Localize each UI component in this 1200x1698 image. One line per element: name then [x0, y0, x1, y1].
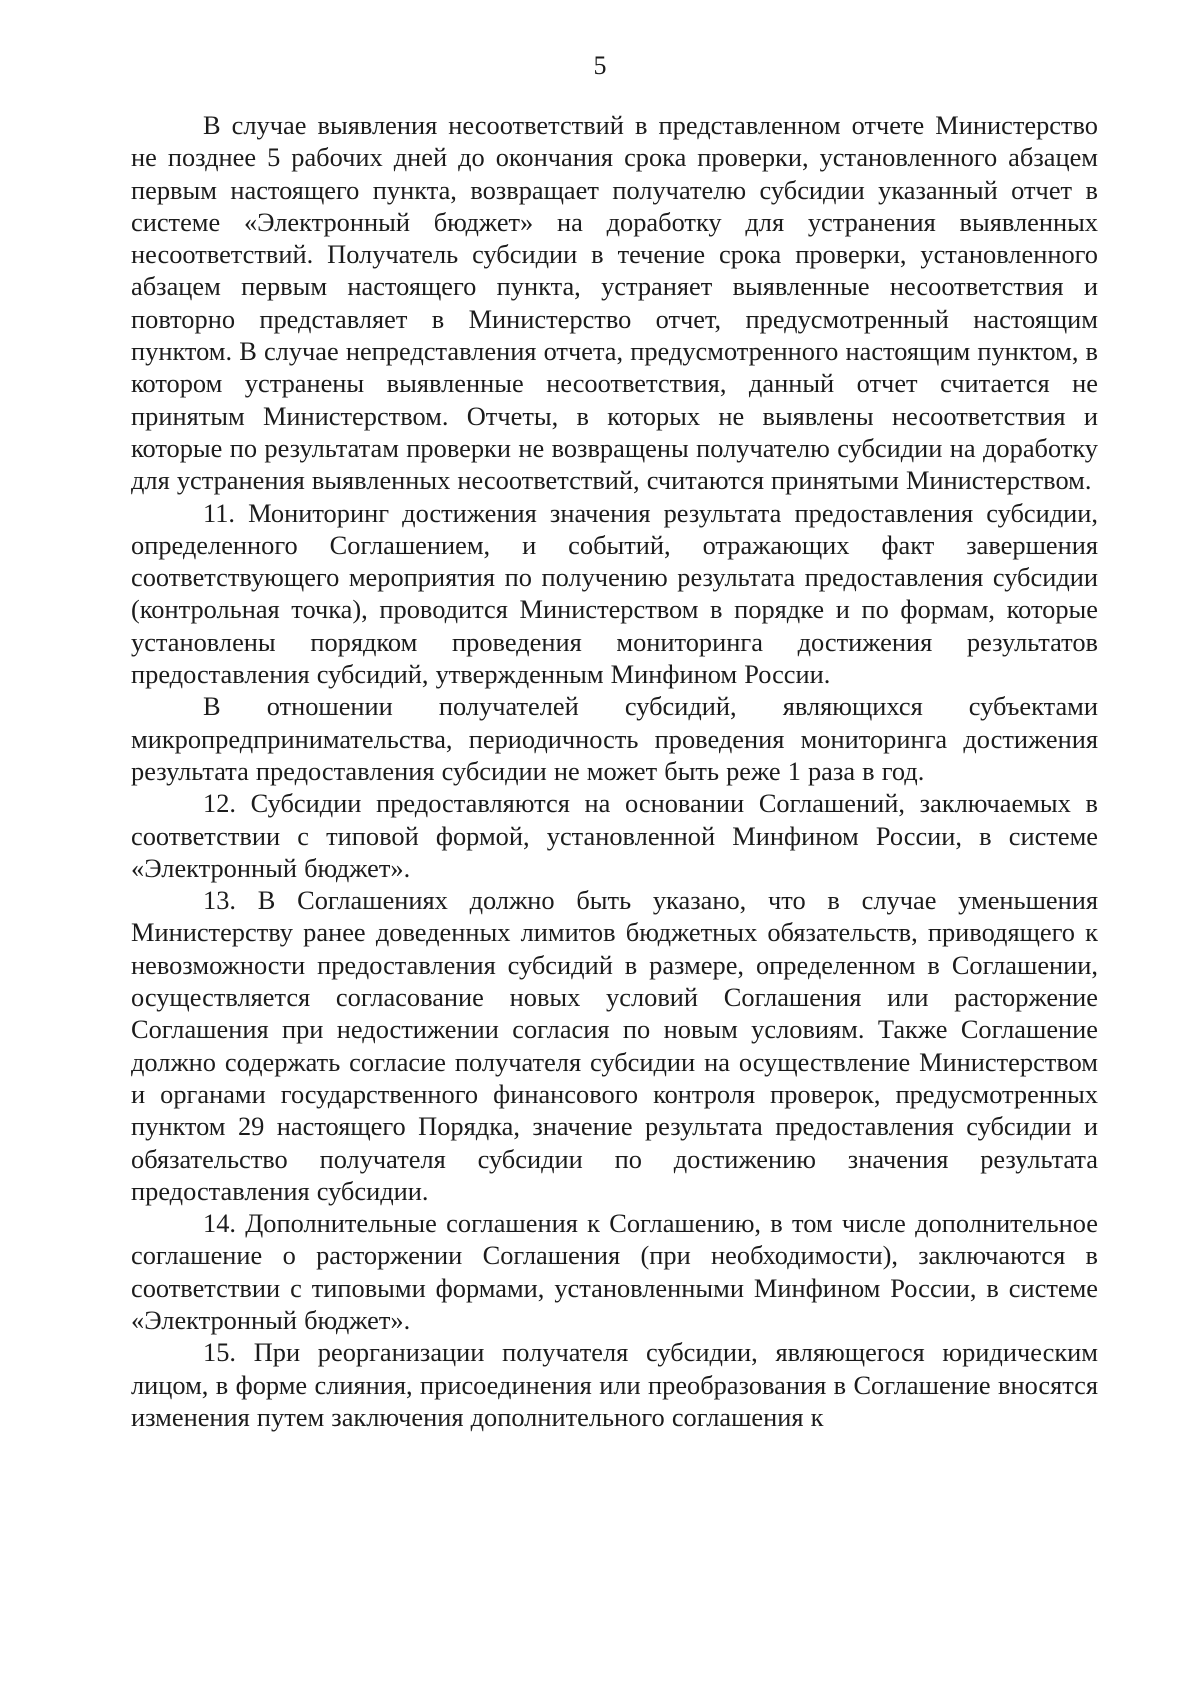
paragraph-13-agreement-terms: 13. В Соглашениях должно быть указано, что в случае уменьшения Министерству ранее доведенных лимитов бюджетных обязательств, приводящего к невозможности предоставления субсидий в размере, определенном в Соглашении, осуществляется согласование новых условий Соглашения или расторжение Соглашения при недостижении согласия по новым условиям. Также Соглашение должно содержать согласие получателя субсидии на осуществление Министерством и органами государственного финансового контроля проверок, предусмотренных пунктом 29 настоящего Порядка, значение результата предоставления субсидии и обязательство получателя субсидии по достижению значения результата предоставления субсидии. [131, 885, 1098, 1206]
paragraph-14-additional-agreements: 14. Дополнительные соглашения к Соглашению, в том числе дополнительное соглашение о расторжении Соглашения (при необходимости), заключаются в соответствии с типовыми формами, установленными Минфином России, в системе «Электронный бюджет». [131, 1208, 1098, 1335]
paragraph-11-micro-enterprise: В отношении получателей субсидий, являющихся субъектами микропредпринимательства, периодичность проведения мониторинга достижения результата предоставления субсидии не может быть реже 1 раза в год. [131, 691, 1098, 786]
paragraph-11-monitoring: 11. Мониторинг достижения значения результата предоставления субсидии, определенного Соглашением, и событий, отражающих факт завершения соответствующего мероприятия по получению результата предоставления субсидии (контрольная точка), проводится Министерством в порядке и по формам, которые установлены порядком проведения мониторинга достижения результатов предоставления субсидий, утвержденным Минфином России. [131, 497, 1098, 690]
paragraph-12-agreements: 12. Субсидии предоставляются на основании Соглашений, заключаемых в соответствии с типовой формой, установленной Минфином России, в системе «Электронный бюджет». [131, 788, 1098, 883]
document-body [131, 109, 1098, 1433]
page-number: 5 [593, 51, 607, 80]
paragraph-15-reorganization: 15. При реорганизации получателя субсидии, являющегося юридическим лицом, в форме слияния, присоединения или преобразования в Соглашение вносятся изменения путем заключения дополнительного соглашения к [131, 1337, 1098, 1432]
paragraph-report-discrepancies: В случае выявления несоответствий в представленном отчете Министерство не позднее 5 рабочих дней до окончания срока проверки, установленного абзацем первым настоящего пункта, возвращает получателю субсидии указанный отчет в системе «Электронный бюджет» на доработку для устранения выявленных несоответствий. Получатель субсидии в течение срока проверки, установленного абзацем первым настоящего пункта, устраняет выявленные несоответствия и повторно представляет в Министерство отчет, предусмотренный настоящим пунктом. В случае непредставления отчета, предусмотренного настоящим пунктом, в котором устранены выявленные несоответствия, данный отчет считается не принятым Министерством. Отчеты, в которых не выявлены несоответствия и которые по результатам проверки не возвращены получателю субсидии на доработку для устранения выявленных несоответствий, считаются принятыми Министерством. [131, 110, 1098, 496]
